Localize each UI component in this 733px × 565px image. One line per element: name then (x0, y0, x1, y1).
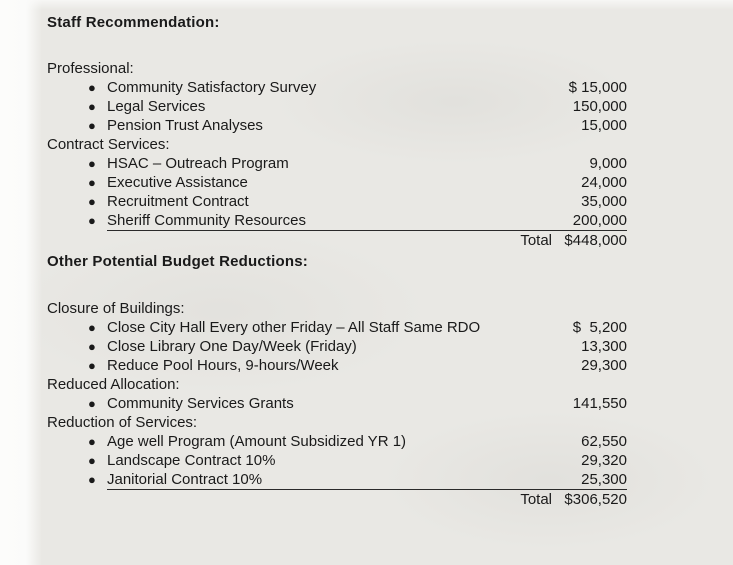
list-item-body (107, 97, 627, 116)
list-item (47, 451, 627, 470)
list-item-body (107, 192, 627, 211)
item-label: Age well Program (Amount Subsidized YR 1) (107, 433, 407, 450)
item-label: Recruitment Contract (107, 193, 249, 210)
list-item (47, 356, 627, 375)
bullet-icon: ● (88, 339, 96, 354)
item-amount: 13,300 (581, 338, 627, 355)
group-closure-of-buildings (47, 299, 627, 375)
list-item-body (107, 318, 627, 337)
item-amount: 24,000 (581, 174, 627, 191)
item-amount: 62,550 (581, 433, 627, 450)
total-label: Total (520, 232, 552, 249)
list-item (47, 470, 627, 490)
bullet-icon: ● (88, 175, 96, 190)
bullet-icon: ● (88, 453, 96, 468)
list-item (47, 432, 627, 451)
list-item-body (107, 337, 627, 356)
item-label: Pension Trust Analyses (107, 117, 263, 134)
list-item-body (107, 173, 627, 192)
item-amount: 29,300 (581, 357, 627, 374)
bullet-icon: ● (88, 80, 96, 95)
list-item (47, 192, 627, 211)
list-item-body (107, 154, 627, 173)
item-label: HSAC – Outreach Program (107, 155, 289, 172)
item-amount: 150,000 (572, 98, 627, 115)
item-label: Close Library One Day/Week (Friday) (107, 338, 357, 355)
list-item-body (107, 451, 627, 470)
bullet-icon: ● (88, 213, 96, 228)
list-item (47, 116, 627, 135)
list-item-body (107, 470, 627, 490)
item-amount: 9,000 (589, 155, 627, 172)
item-amount: 29,320 (581, 452, 627, 469)
bullet-icon: ● (88, 99, 96, 114)
section-heading-other-reductions: Other Potential Budget Reductions: (47, 253, 308, 270)
bullet-icon: ● (88, 118, 96, 133)
list-item-body (107, 116, 627, 135)
item-label: Community Services Grants (107, 395, 294, 412)
group-label: Closure of Buildings: (47, 300, 185, 317)
item-label: Executive Assistance (107, 174, 248, 191)
total-row (47, 490, 627, 509)
bullet-icon: ● (88, 156, 96, 171)
bullet-icon: ● (88, 194, 96, 209)
group-reduced-allocation (47, 375, 627, 413)
item-label: Legal Services (107, 98, 206, 115)
bullet-icon: ● (88, 358, 96, 373)
bullet-icon: ● (88, 434, 96, 449)
group-reduction-of-services (47, 413, 627, 490)
group-label: Professional: (47, 60, 134, 77)
list-item (47, 97, 627, 116)
item-amount: 200,000 (572, 212, 627, 229)
group-contract-services (47, 135, 627, 231)
item-label: Sheriff Community Resources (107, 212, 306, 229)
bullet-icon: ● (88, 396, 96, 411)
group-label: Reduction of Services: (47, 414, 198, 431)
item-label: Reduce Pool Hours, 9-hours/Week (107, 357, 339, 374)
total-amount: $448,000 (564, 232, 627, 249)
list-item-body (107, 394, 627, 413)
item-amount: $ 15,000 (568, 79, 627, 96)
list-item-body (107, 432, 627, 451)
list-item (47, 154, 627, 173)
bullet-icon: ● (88, 320, 96, 335)
group-label: Contract Services: (47, 136, 170, 153)
item-amount: 25,300 (581, 471, 627, 488)
list-item-body (107, 356, 627, 375)
list-item (47, 337, 627, 356)
list-item (47, 78, 627, 97)
list-item (47, 173, 627, 192)
group-label: Reduced Allocation: (47, 376, 180, 393)
group-professional (47, 59, 627, 135)
item-amount: 141,550 (572, 395, 627, 412)
total-amount: $306,520 (564, 491, 627, 508)
item-label: Janitorial Contract 10% (107, 471, 263, 488)
total-label: Total (520, 491, 552, 508)
list-item (47, 318, 627, 337)
item-label: Landscape Contract 10% (107, 452, 276, 469)
item-amount: 15,000 (581, 117, 627, 134)
list-item (47, 211, 627, 231)
list-item-body (107, 211, 627, 231)
item-amount: $ 5,200 (572, 319, 627, 336)
item-label: Community Satisfactory Survey (107, 79, 317, 96)
item-amount: 35,000 (581, 193, 627, 210)
item-label: Close City Hall Every other Friday – All Staff Same RDO (107, 319, 481, 336)
total-row (47, 231, 627, 250)
section-heading-staff-recommendation: Staff Recommendation: (47, 14, 220, 31)
list-item (47, 394, 627, 413)
bullet-icon: ● (88, 472, 96, 487)
list-item-body (107, 78, 627, 97)
